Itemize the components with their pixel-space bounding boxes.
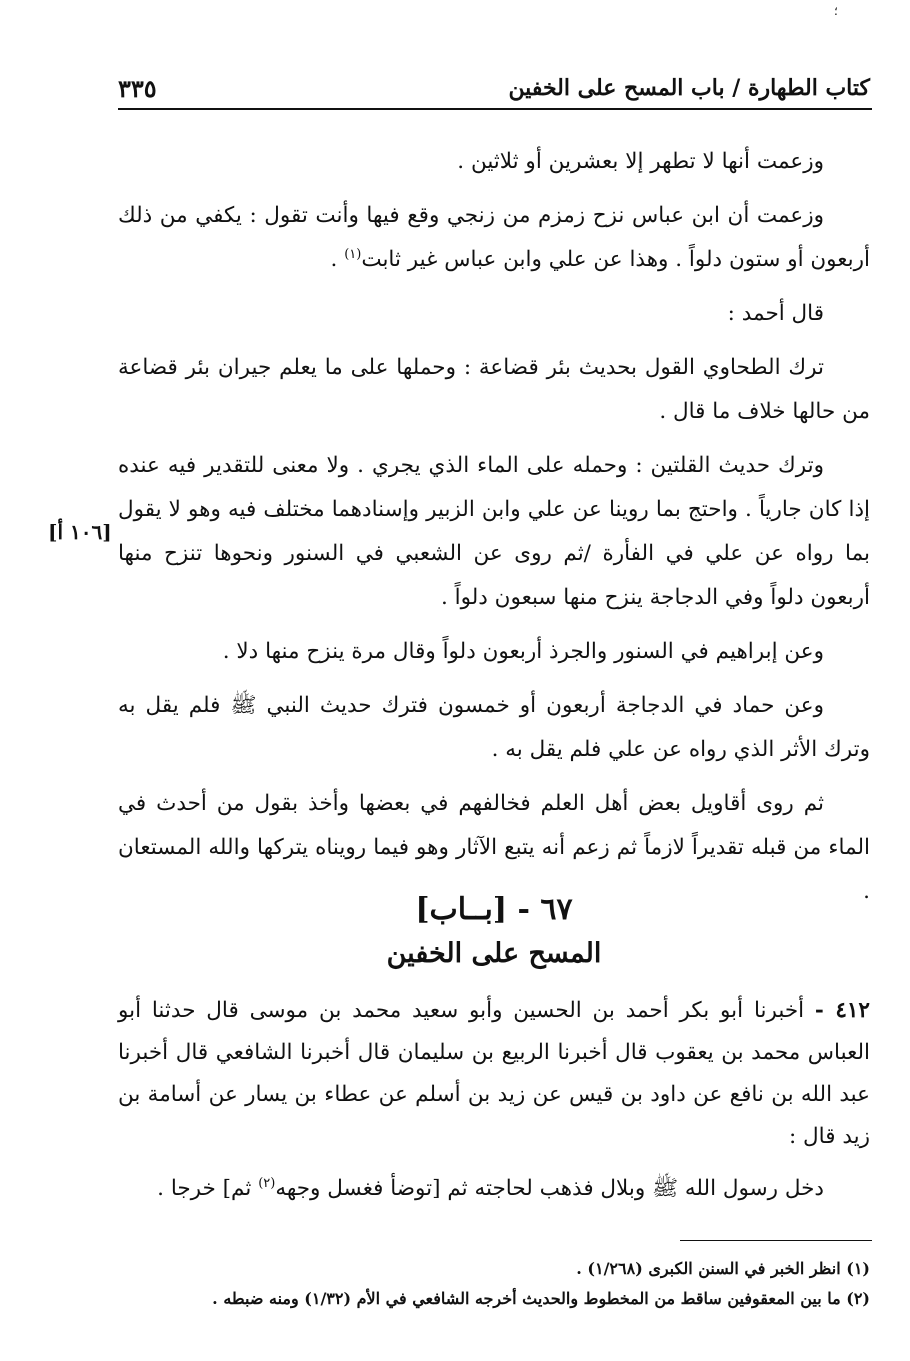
footnote-divider [680,1240,872,1241]
paragraph: وترك حديث القلتين : وحمله على الماء الذي يجري . ولا معنى للتقدير فيه عنده إذا كان جارياً . واحتج بما روينا عن علي وابن الزبير وإسنادهما مختلف فيه وهو لا يقول بما رواه عن علي في الفأرة /ثم روى عن الشعبي في السنور ونحوها تنزح منها أربعون دلواً وفي الدجاجة ينزح منها سبعون دلواً . [118,453,870,610]
chapter-title: المسح على الخفين [386,938,602,969]
hadith-quote [118,1168,870,1210]
stray-mark: ؛ [834,4,838,18]
paragraph-text: وزعمت أن ابن عباس نزح زمزم من زنجي وقع فيها وأنت تقول : يكفي من ذلك أربعون أو ستون دلواً . وهذا عن علي وابن عباس غير ثابت [118,203,870,272]
footnotes [150,1254,870,1314]
hadith-text: أخبرنا أبو بكر أحمد بن الحسين وأبو سعيد محمد بن موسى قال حدثنا أبو العباس محمد بن يعقوب قال أخبرنا الربيع بن سليمان قال أخبرنا الشافعي قال أخبرنا عبد الله بن نافع عن داود بن قيس عن زيد بن أسلم عن عطاء بن يسار عن أسامة بن زيد قال : [118,998,870,1149]
footnote: (١) انظر الخبر في السنن الكبرى (١/٢٦٨) . [576,1259,870,1278]
paragraph: قال أحمد : [727,301,824,326]
paragraph: ثم روى أقاويل بعض أهل العلم فخالفهم في بعضها وأخذ بقول من أحدث في الماء من قبله تقديراً لازماً ثم زعم أنه يتبع الآثار وهو فيما رويناه يتركها والله المستعان . [118,791,870,904]
margin-folio-note: [١٠٦ أ] [48,520,112,544]
chapter-number: ٦٧ - [بــاب] [415,892,573,927]
quote-text-end: ثم] خرجا . [157,1176,252,1201]
quote-text: دخل رسول الله ﷺ وبلال فذهب لحاجته ثم [توضأ فغسل وجهه [275,1176,824,1201]
footnote: (٢) ما بين المعقوفين ساقط من المخطوط والحديث أخرجه الشافعي في الأم (١/٣٢) ومنه ضبطه . [212,1289,870,1308]
paragraph: وعن حماد في الدجاجة أربعون أو خمسون فترك حديث النبي ﷺ فلم يقل به وترك الأثر الذي رواه عن علي فلم يقل به . [118,693,870,762]
paragraph: وزعمت أنها لا تطهر إلا بعشرين أو ثلاثين . [457,149,824,174]
page-number: ٣٣٥ [118,73,157,103]
footnote-ref: (٢) [258,1175,276,1191]
header-divider [118,108,872,110]
footnote-ref: (١) [344,246,362,262]
main-text [118,140,870,924]
running-header [118,70,870,106]
paragraph: وعن إبراهيم في السنور والجرذ أربعون دلواً وقال مرة ينزح منها دلا . [222,639,824,664]
hadith-number: ٤١٢ - [814,998,870,1023]
hadith-section [118,990,870,1220]
chapter-heading [118,888,870,976]
paragraph: وزعمت أن ابن عباس نزح زمزم من زنجي وقع فيها وأنت تقول : يكفي من ذلك أربعون أو ستون دلواً . وهذا عن علي وابن عباس غير ثابت$^{(١)}$ . [118,203,870,272]
header-title: كتاب الطهارة / باب المسح على الخفين [508,75,870,101]
paragraph: ترك الطحاوي القول بحديث بئر قضاعة : وحملها على ما يعلم جيران بئر قضاعة من حالها خلاف ما قال . [118,355,870,424]
hadith-paragraph [118,990,870,1158]
